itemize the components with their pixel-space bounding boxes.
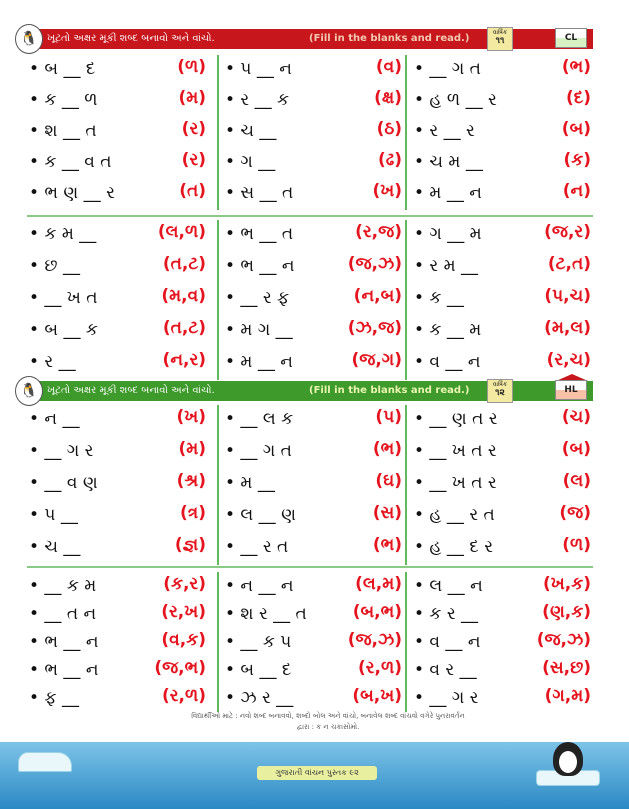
word-with-blank: • ચ મ __ <box>414 152 483 172</box>
answer-choice: (ઝ,જ) <box>347 318 402 338</box>
word-with-blank: • ર __ ર <box>414 121 475 141</box>
section2-year-badge <box>487 379 513 403</box>
answer-choice: (જ,ઝ) <box>347 254 402 274</box>
exercise-item <box>412 316 597 346</box>
word-with-blank: • પ __ ન <box>225 59 292 79</box>
penguin-icon: 🐧 <box>15 24 43 54</box>
exercise-item <box>27 284 212 314</box>
footer-note-line2: દ્વારા : ક ન ચકાસોમો. <box>296 723 360 731</box>
exercise-item <box>223 348 408 378</box>
word-with-blank: • બ __ દ <box>29 59 96 79</box>
answer-choice: (મ) <box>178 88 206 108</box>
exercise-item <box>412 284 597 314</box>
penguin-icon: 🐧 <box>15 376 43 406</box>
answer-choice: (બ,ખ) <box>352 686 402 706</box>
exercise-item <box>27 501 212 531</box>
exercise-item <box>27 628 212 658</box>
exercise-item <box>223 316 408 346</box>
word-with-blank: • વ ર __ <box>414 660 477 680</box>
answer-choice: (બ) <box>561 119 591 139</box>
answer-choice: (જ,ર) <box>544 222 591 242</box>
column-separator <box>405 55 407 210</box>
year-number: ૧૨ <box>495 388 505 398</box>
year-label: વાર્ષિક <box>492 381 508 388</box>
answer-choice: (જ,ગ) <box>351 350 402 370</box>
exercise-item <box>27 684 212 714</box>
exercise-item <box>27 469 212 499</box>
exercise-item <box>27 600 212 630</box>
section2-bottom-grid <box>27 572 593 732</box>
answer-choice: (મ) <box>178 439 206 459</box>
divider <box>27 566 593 568</box>
exercise-item <box>27 656 212 686</box>
exercise-item <box>27 348 212 378</box>
exercise-item <box>412 684 597 714</box>
word-with-blank: • __ ખ ત ર <box>414 473 497 493</box>
iceberg-icon <box>18 752 72 772</box>
word-with-blank: • મ __ <box>225 473 275 493</box>
exercise-item <box>223 86 408 116</box>
answer-choice: (ભ) <box>372 535 402 555</box>
answer-choice: (ર,ળ) <box>161 686 206 706</box>
exercise-item <box>223 148 408 178</box>
exercise-item <box>223 179 408 209</box>
word-with-blank: • ગ __ <box>225 152 276 172</box>
column-separator <box>217 572 219 712</box>
answer-choice: (સ,છ) <box>542 658 591 678</box>
word-with-blank: • __ ગ ર <box>29 441 94 461</box>
answer-choice: (સ) <box>372 503 402 523</box>
answer-choice: (ન,બ) <box>353 286 402 306</box>
answer-choice: (ખ) <box>176 407 206 427</box>
exercise-item <box>412 148 597 178</box>
answer-choice: (જ) <box>559 503 591 523</box>
word-with-blank: • __ ખ ત ર <box>414 441 497 461</box>
word-with-blank: • શ __ ત <box>29 121 97 141</box>
exercise-item <box>223 117 408 147</box>
exercise-item <box>27 405 212 435</box>
word-with-blank: • __ ક મ <box>29 576 97 596</box>
answer-choice: (ળ) <box>562 535 591 555</box>
exercise-item <box>412 405 597 435</box>
word-with-blank: • __ ર ફ <box>225 288 290 308</box>
exercise-item <box>27 220 212 250</box>
footer-note <box>128 711 528 733</box>
year-label: વાર્ષિક <box>492 29 508 36</box>
word-with-blank: • ક __ <box>414 288 464 308</box>
exercise-item <box>27 572 212 602</box>
answer-choice: (ક,ર) <box>163 574 206 594</box>
exercise-item <box>412 117 597 147</box>
word-with-blank: • વ __ ન <box>414 632 481 652</box>
column-separator <box>217 55 219 210</box>
exercise-item <box>412 656 597 686</box>
section1-logo: CL <box>555 28 587 48</box>
answer-choice: (ખ) <box>372 181 402 201</box>
exercise-item <box>27 55 212 85</box>
answer-choice: (ણ,ક) <box>542 602 591 622</box>
exercise-item <box>223 533 408 563</box>
section2-logo: HL <box>555 380 587 400</box>
answer-choice: (ર,જ) <box>355 222 402 242</box>
answer-choice: (ઠ) <box>376 119 402 139</box>
answer-choice: (ર,ચ) <box>546 350 591 370</box>
exercise-item <box>412 469 597 499</box>
word-with-blank: • ફ __ <box>29 688 79 708</box>
exercise-item <box>412 501 597 531</box>
word-with-blank: • ક __ ળ <box>29 90 98 110</box>
answer-choice: (લ) <box>562 471 591 491</box>
word-with-blank: • હ ળ __ ર <box>414 90 497 110</box>
exercise-item <box>223 684 408 714</box>
exercise-item <box>412 179 597 209</box>
column-separator <box>405 405 407 565</box>
answer-choice: (બ) <box>561 439 591 459</box>
exercise-item <box>223 437 408 467</box>
exercise-item <box>412 437 597 467</box>
exercise-item <box>223 501 408 531</box>
answer-choice: (ત્ર) <box>180 503 206 523</box>
word-with-blank: • ક __ મ <box>414 320 482 340</box>
answer-choice: (ર,ળ) <box>357 658 402 678</box>
word-with-blank: • __ ખ ત <box>29 288 98 308</box>
column-separator <box>405 220 407 380</box>
word-with-blank: • __ ગ ર <box>414 688 479 708</box>
word-with-blank: • મ __ ન <box>414 183 482 203</box>
word-with-blank: • ક __ વ ત <box>29 152 112 172</box>
answer-choice: (જ,ઝ) <box>536 630 591 650</box>
column-separator <box>217 220 219 380</box>
word-with-blank: • ર મ __ <box>414 256 479 276</box>
penguin-icon <box>553 742 583 776</box>
answer-choice: (ચ) <box>561 407 591 427</box>
word-with-blank: • __ વ ણ <box>29 473 98 493</box>
word-with-blank: • સ __ ત <box>225 183 294 203</box>
exercise-item <box>223 656 408 686</box>
answer-choice: (પ) <box>375 407 402 427</box>
answer-choice: (બ,ભ) <box>352 602 402 622</box>
year-number: ૧૧ <box>495 36 505 46</box>
column-separator <box>405 572 407 712</box>
answer-choice: (વ) <box>375 57 402 77</box>
word-with-blank: • ન __ ન <box>225 576 294 596</box>
section2-instruction: ખૂટતો અક્ષર મૂકી શબ્દ બનાવો અને વાંચો. <box>47 385 215 396</box>
exercise-item <box>27 316 212 346</box>
answer-choice: (ર) <box>181 150 206 170</box>
answer-choice: (ળ) <box>177 57 206 77</box>
page-number: ગુજરાતી વાંચન પુસ્તક ૯૨ <box>257 766 377 780</box>
answer-choice: (ખ,ક) <box>543 574 591 594</box>
answer-choice: (વ,ક) <box>161 630 206 650</box>
word-with-blank: • ગ __ મ <box>414 224 482 244</box>
word-with-blank: • ક મ __ <box>29 224 97 244</box>
exercise-item <box>223 628 408 658</box>
word-with-blank: • __ લ ક <box>225 409 294 429</box>
exercise-item <box>412 252 597 282</box>
word-with-blank: • __ ગ ત <box>414 59 481 79</box>
word-with-blank: • છ __ <box>29 256 80 276</box>
answer-choice: (મ,લ) <box>544 318 591 338</box>
word-with-blank: • બ __ દ <box>225 660 292 680</box>
exercise-item <box>27 252 212 282</box>
word-with-blank: • ચ __ <box>29 537 81 557</box>
word-with-blank: • હ __ દ ર <box>414 537 494 557</box>
exercise-item <box>223 252 408 282</box>
section2-header <box>20 381 593 401</box>
answer-choice: (જ્ઞ) <box>174 535 206 555</box>
answer-choice: (ઢ) <box>378 150 402 170</box>
word-with-blank: • ભ __ ન <box>225 256 295 276</box>
word-with-blank: • મ __ ન <box>225 352 293 372</box>
word-with-blank: • __ ર ત <box>225 537 289 557</box>
word-with-blank: • લ __ ન <box>414 576 483 596</box>
exercise-item <box>223 55 408 85</box>
exercise-item <box>223 469 408 499</box>
word-with-blank: • લ __ ણ <box>225 505 296 525</box>
footer-note-line1: વિદ્યાર્થીઓ માટે : નવો શબ્દ બનાવવો, શબ્દો બોલ અને વાંચો, બનાવેલ શબ્દ વાંચવો વગેરે પુનરાવર્તન <box>191 712 465 720</box>
section1-instruction: ખૂટતો અક્ષર મૂકી શબ્દ બનાવો અને વાંચો. <box>47 33 215 44</box>
word-with-blank: • ભ __ ન <box>29 632 99 652</box>
word-with-blank: • ભ __ ત <box>225 224 294 244</box>
exercise-item <box>412 533 597 563</box>
answer-choice: (ન) <box>562 181 591 201</box>
exercise-item <box>27 117 212 147</box>
exercise-item <box>27 437 212 467</box>
answer-choice: (ન,ર) <box>162 350 206 370</box>
answer-choice: (જ,ભ) <box>154 658 206 678</box>
exercise-item <box>27 86 212 116</box>
exercise-item <box>412 55 597 85</box>
exercise-item <box>223 220 408 250</box>
answer-choice: (ગ,મ) <box>544 686 591 706</box>
exercise-item <box>27 179 212 209</box>
word-with-blank: • ચ __ <box>225 121 277 141</box>
section1-hint: (Fill in the blanks and read.) <box>309 33 470 44</box>
answer-choice: (ત,ટ) <box>162 254 206 274</box>
word-with-blank: • શ ર __ ત <box>225 604 307 624</box>
section2-top-grid <box>27 405 593 565</box>
exercise-item <box>27 533 212 563</box>
word-with-blank: • પ __ <box>29 505 78 525</box>
word-with-blank: • ર __ <box>29 352 76 372</box>
answer-choice: (ર) <box>181 119 206 139</box>
exercise-item <box>412 572 597 602</box>
exercise-item <box>412 86 597 116</box>
answer-choice: (ટ,ત) <box>547 254 591 274</box>
divider <box>27 215 593 217</box>
word-with-blank: • __ ક પ <box>225 632 292 652</box>
answer-choice: (ત,ટ) <box>162 318 206 338</box>
word-with-blank: • __ ગ ત <box>225 441 292 461</box>
exercise-item <box>223 405 408 435</box>
answer-choice: (ક) <box>563 150 591 170</box>
exercise-item <box>412 220 597 250</box>
word-with-blank: • __ ત ન <box>29 604 97 624</box>
section1-bottom-grid <box>27 220 593 380</box>
answer-choice: (ઘ) <box>375 471 402 491</box>
exercise-item <box>412 628 597 658</box>
word-with-blank: • ભ ણ __ ર <box>29 183 115 203</box>
section1-header <box>20 29 593 49</box>
word-with-blank: • ક ર __ <box>414 604 479 624</box>
answer-choice: (શ્ર) <box>176 471 206 491</box>
answer-choice: (જ,ઝ) <box>347 630 402 650</box>
answer-choice: (મ,વ) <box>161 286 206 306</box>
section1-top-grid <box>27 55 593 215</box>
word-with-blank: • મ ગ __ <box>225 320 293 340</box>
column-separator <box>217 405 219 565</box>
answer-choice: (દ) <box>565 88 591 108</box>
section2-hint: (Fill in the blanks and read.) <box>309 385 470 396</box>
word-with-blank: • ઝ ર __ <box>225 688 294 708</box>
answer-choice: (ક્ષ) <box>374 88 402 108</box>
answer-choice: (ત) <box>179 181 206 201</box>
answer-choice: (ભ) <box>372 439 402 459</box>
section1-year-badge <box>487 27 513 51</box>
word-with-blank: • __ ણ ત ર <box>414 409 498 429</box>
answer-choice: (લ,ળ) <box>157 222 206 242</box>
answer-choice: (પ,ચ) <box>544 286 591 306</box>
word-with-blank: • બ __ ક <box>29 320 98 340</box>
word-with-blank: • હ __ ર ત <box>414 505 495 525</box>
word-with-blank: • ન __ <box>29 409 80 429</box>
word-with-blank: • ભ __ ન <box>29 660 99 680</box>
answer-choice: (ર,ખ) <box>161 602 206 622</box>
exercise-item <box>223 572 408 602</box>
answer-choice: (લ,મ) <box>355 574 402 594</box>
word-with-blank: • ર __ ક <box>225 90 290 110</box>
answer-choice: (ભ) <box>561 57 591 77</box>
exercise-item <box>223 600 408 630</box>
word-with-blank: • વ __ ન <box>414 352 481 372</box>
exercise-item <box>412 600 597 630</box>
exercise-item <box>27 148 212 178</box>
exercise-item <box>223 284 408 314</box>
